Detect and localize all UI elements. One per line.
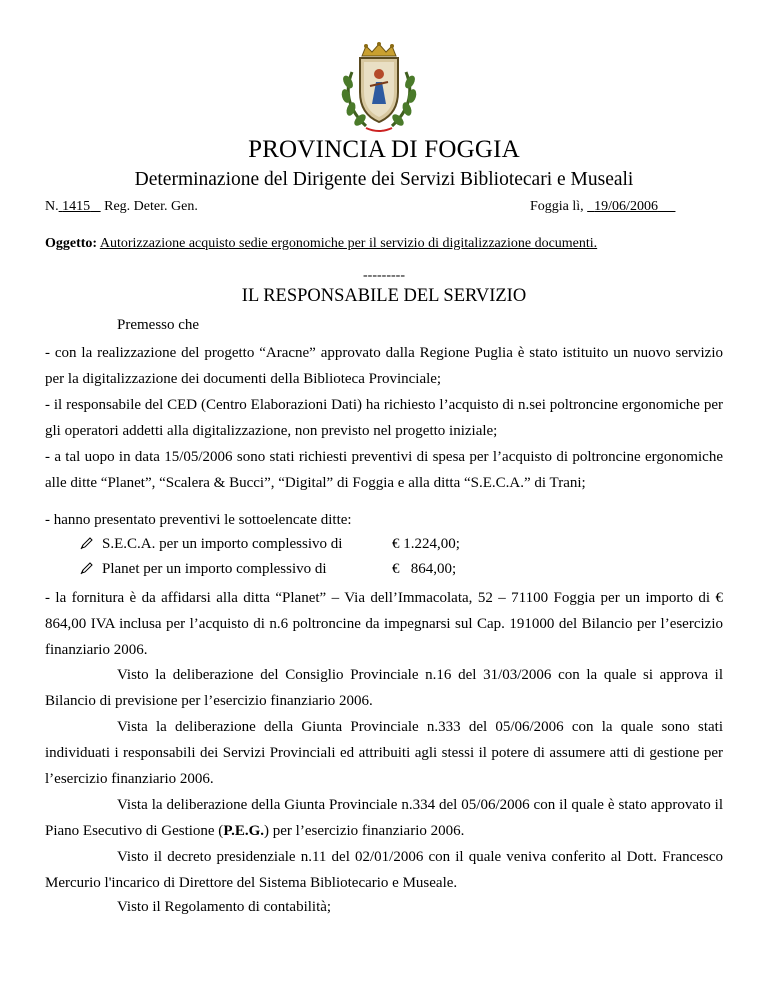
list-item (80, 561, 327, 578)
pen-bullet-icon (80, 561, 94, 575)
paragraph-budget-approval: Visto la deliberazione del Consiglio Provinciale n.16 del 31/03/2006 con la quale si approva il Bilancio di previsione per l’esercizio finanziario 2006. (45, 667, 723, 709)
paragraph-giunta-334: Vista la deliberazione della Giunta Provinciale n.334 del 05/06/2006 con il quale è stato approvato il Piano Esecutivo di Gestione (P.E.G.) per l’esercizio finanziario 2006. (45, 797, 723, 839)
paragraph-accounting-regulation: Visto il Regolamento di contabilità; (117, 899, 332, 915)
pen-bullet-icon (80, 536, 94, 550)
subject-text: Autorizzazione acquisto sedie ergonomiche per il servizio di digitalizzazione documenti. (99, 236, 598, 251)
peg-acronym: P.E.G. (223, 823, 265, 839)
section-title: IL RESPONSABILE DEL SERVIZIO (241, 286, 527, 306)
document-subtitle: Determinazione del Dirigente dei Servizi Bibliotecari e Museali (134, 169, 634, 190)
paragraph-quotes-received: - hanno presentato preventivi le sottoelencate ditte: (45, 512, 352, 528)
determination-number: 1415 (62, 199, 91, 214)
place-date-line (530, 199, 675, 215)
paragraph-ced-request: - il responsabile del CED (Centro Elaborazioni Dati) ha richiesto l’acquisto di n.sei poltroncine ergonomiche per gli operatori addetti alla digitalizzazione, non previsto nel progetto iniziale; (45, 397, 723, 439)
paragraph-presidential-decree: Visto il decreto presidenziale n.11 del 02/01/2006 con il quale veniva conferito al Dott. Francesco Mercurio l'incarico di Direttore del Sistema Bibliotecario e Museale. (45, 849, 723, 891)
register-label: Reg. Deter. Gen. (104, 199, 198, 214)
document-date: 19/06/2006 (594, 199, 658, 214)
subject-line (45, 236, 597, 252)
place-date-prefix: Foggia lì, (530, 199, 584, 214)
bid-company: Planet per un importo complessivo di (102, 561, 327, 577)
bid-amount: € 1.224,00; (392, 536, 460, 552)
premesso-label: Premesso che (117, 317, 200, 333)
bid-amount: € 864,00; (392, 561, 457, 577)
bid-company: S.E.C.A. per un importo complessivo di (102, 536, 343, 552)
list-item (80, 536, 342, 553)
paragraph-supply-assignment: - la fornitura è da affidarsi alla ditta “Planet” – Via dell’Immacolata, 52 – 71100 Foggia per un importo di € 864,00 IVA inclusa per l’acquisto di n.6 poltroncine da impegnarsi sul Cap. 191000 del Bilancio per l’esercizio finanziario 2006. (45, 590, 723, 658)
paragraph-aracne: - con la realizzazione del progetto “Aracne” approvato dalla Regione Puglia è stato istituito un nuovo servizio per la digitalizzazione dei documenti della Biblioteca Provinciale; (45, 345, 723, 387)
number-prefix: N. (45, 199, 59, 214)
separator: --------- (363, 268, 405, 283)
subject-label: Oggetto: (45, 236, 98, 251)
determination-number-line (45, 199, 198, 215)
paragraph-quotes-requested: - a tal uopo in data 15/05/2006 sono stati richiesti preventivi di spesa per l’acquisto di poltroncine ergonomiche alle ditte “Planet”, “Scalera & Bucci”, “Digital” di Foggia e alla ditta “S.E.C.A.” di Trani; (45, 449, 723, 491)
document-title: PROVINCIA DI FOGGIA (248, 136, 520, 163)
paragraph-giunta-333: Vista la deliberazione della Giunta Provinciale n.333 del 05/06/2006 con la quale sono stati individuati i responsabili dei Servizi Provinciali ed attribuiti agli stessi il potere di assumere atti di gestione per l’esercizio finanziario 2006. (45, 719, 723, 787)
province-crest-icon (326, 42, 432, 136)
